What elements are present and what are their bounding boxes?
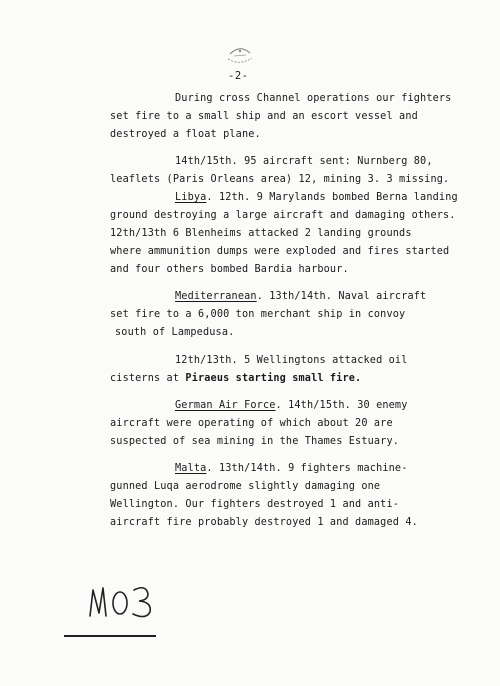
text-segment: . 13th/14th. 9 fighters machine-: [206, 463, 408, 474]
text-line: [110, 129, 261, 141]
text-line: [115, 327, 234, 339]
text-line: [110, 174, 449, 186]
page-number: -2-: [228, 70, 249, 82]
text-segment: where ammunition dumps were exploded and fires started: [110, 246, 450, 257]
text-segment: south of Lampedusa.: [115, 327, 235, 338]
text-line: [175, 93, 451, 105]
text-line: [175, 400, 408, 412]
text-line: [110, 264, 349, 276]
handwritten-note-m03: [86, 580, 166, 622]
text-segment: . 13th/14th. Naval aircraft: [256, 291, 427, 302]
text-line: [175, 463, 408, 475]
text-line: [110, 499, 399, 511]
section-heading: Mediterranean: [175, 291, 257, 302]
text-line: [110, 418, 393, 430]
text-line: [110, 436, 399, 448]
text-segment: Wellington. Our fighters destroyed 1 and anti-: [110, 499, 400, 510]
text-segment: Piraeus starting small fire.: [185, 373, 362, 384]
text-segment: . 14th/15th. 30 enemy: [275, 400, 408, 411]
text-segment: 14th/15th. 95 aircraft sent: Nurnberg 80,: [175, 156, 433, 167]
text-segment: aircraft fire probably destroyed 1 and damaged 4.: [110, 517, 418, 528]
text-segment: destroyed a float plane.: [110, 129, 261, 140]
text-line: [175, 156, 433, 168]
text-line: [110, 111, 418, 123]
text-line: [110, 309, 405, 321]
stamp-mark: [222, 42, 258, 66]
text-line: [110, 373, 361, 385]
text-segment: 12th/13th 6 Blenheims attacked 2 landing grounds: [110, 228, 412, 239]
section-heading: German Air Force: [175, 400, 276, 411]
text-segment: 12th/13th. 5 Wellingtons attacked oil: [175, 355, 408, 366]
text-line: [175, 355, 408, 367]
text-segment: set fire to a small ship and an escort vessel and: [110, 111, 418, 122]
text-segment: cisterns at: [110, 373, 186, 384]
text-segment: leaflets (Paris Orleans area) 12, mining 3. 3 missing.: [110, 174, 450, 185]
text-segment: suspected of sea mining in the Thames Estuary.: [110, 436, 400, 447]
text-line: [110, 517, 418, 529]
text-line: [175, 291, 426, 303]
text-segment: and four others bombed Bardia harbour.: [110, 264, 349, 275]
text-segment: During cross Channel operations our fighters: [175, 93, 452, 104]
text-line: [175, 192, 458, 204]
text-segment: gunned Luqa aerodrome slightly damaging one: [110, 481, 381, 492]
text-line: [110, 246, 449, 258]
text-segment: aircraft were operating of which about 20 are: [110, 418, 393, 429]
section-heading: Malta: [175, 463, 207, 474]
text-segment: ground destroying a large aircraft and damaging others.: [110, 210, 456, 221]
signature-rule: [64, 635, 156, 637]
text-line: [110, 228, 412, 240]
section-heading: Libya: [175, 192, 207, 203]
text-line: [110, 210, 456, 222]
text-line: [110, 481, 380, 493]
text-segment: set fire to a 6,000 ton merchant ship in convoy: [110, 309, 406, 320]
text-segment: . 12th. 9 Marylands bombed Berna landing: [206, 192, 458, 203]
